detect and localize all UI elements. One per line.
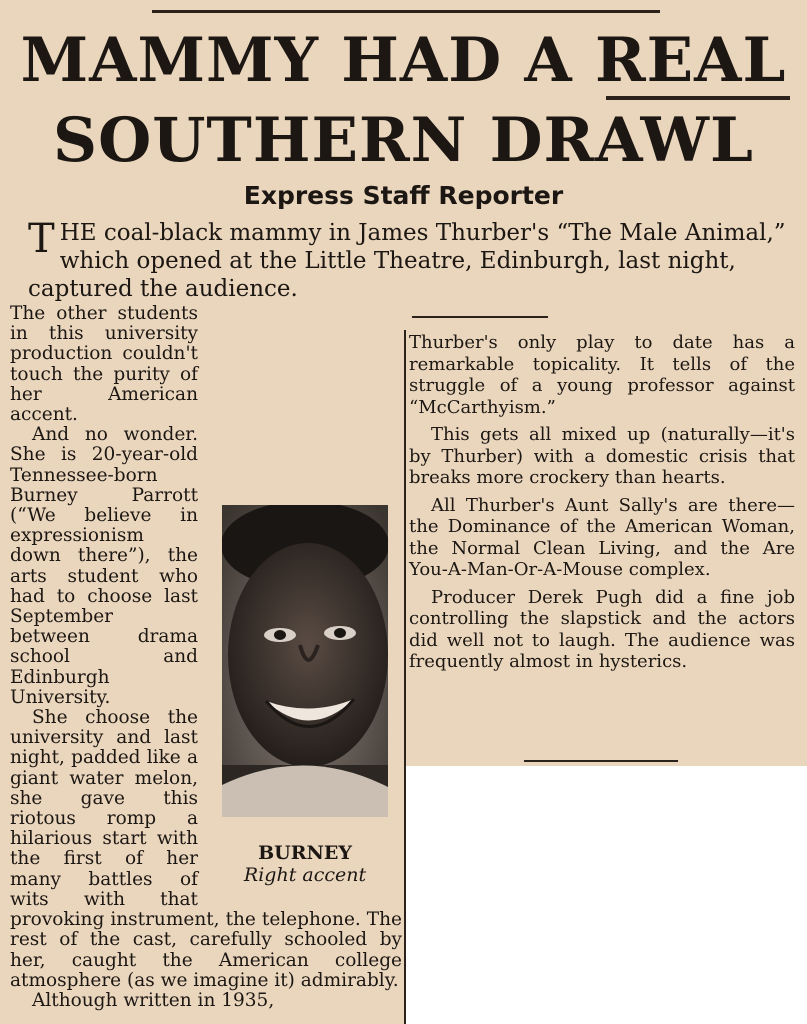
headline-underline [606,96,790,100]
column-head-rule [412,316,548,318]
headline-line-2: SOUTHERN DRAWL [53,105,754,176]
left-paragraph: She choose the university and last night, padded like a giant water melon, she gave this riotous romp a hilarious start with the first of her many battles of wits with that provoking instrument, the telephone. The rest of the cast, carefully schooled by her, caught the American college atmosphere (as we imagine it) admirably. [10,707,402,991]
right-paragraph: This gets all mixed up (naturally—it's by Thurber) with a domestic crisis that breaks more crockery than hearts. [409,424,795,488]
right-paragraph: Producer Derek Pugh did a fine job controlling the slapstick and the actors did well not to laugh. The audience was frequently almost in hysterics. [409,586,795,672]
headline-line-1: MAMMY HAD A REAL [20,25,787,96]
left-paragraph: And no wonder. She is 20-year-old Tennessee-born Burney Parrott (“We believe in expressionism down there”), the arts student who had to choose last September between drama school and Edinburgh University. [10,424,198,708]
right-column [409,332,795,673]
top-rule [152,10,660,13]
column-divider [404,330,406,1024]
drop-cap: T [28,216,55,262]
lead-paragraph [28,216,788,303]
end-rule [524,760,678,762]
photo-caption [222,842,388,886]
left-paragraph: Although written in 1935, [32,989,275,1011]
right-paragraph: Thurber's only play to date has a remarkable topicality. It tells of the struggle of a young professor against “McCarthyism.” [409,332,795,418]
byline: Express Staff Reporter [243,181,564,210]
right-paragraph: All Thurber's Aunt Sally's are there—the Dominance of the American Woman, the Normal Clean Living, and the Are You-A-Man-Or-A-Mouse complex. [409,494,795,580]
caption-subtitle: Right accent [243,864,367,886]
portrait-photo [222,505,388,817]
lead-text: HE coal-black mammy in James Thurber's “The Male Animal,” which opened at the Little Theatre, Edinburgh, last night, captured the audience. [28,220,786,302]
caption-name: BURNEY [258,842,352,864]
left-paragraph: The other students in this university production couldn't touch the purity of her American accent. [10,303,198,426]
